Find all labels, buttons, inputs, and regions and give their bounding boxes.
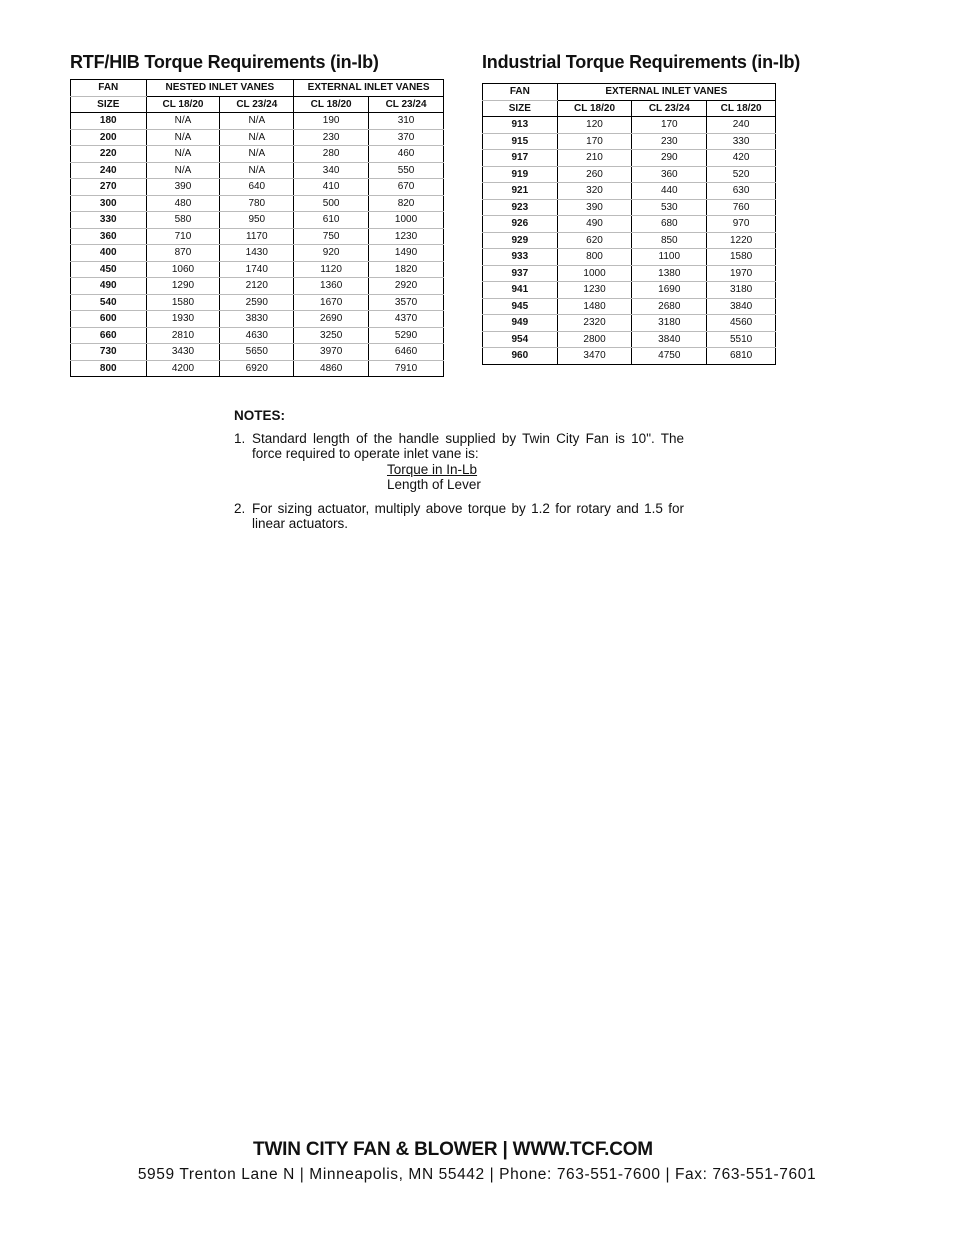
torque-cell: 1230 [369,228,444,245]
torque-cell: 280 [294,146,369,163]
torque-cell: 1430 [220,245,294,262]
table-row [483,117,776,134]
torque-cell: 3970 [294,344,369,361]
torque-cell: 520 [707,166,776,183]
fan-size-cell: 240 [71,162,147,179]
table-row [483,232,776,249]
torque-cell: 4860 [294,360,369,377]
column-header: CL 18/20 [294,96,369,113]
table-row [71,212,444,229]
torque-cell: 820 [369,195,444,212]
torque-cell: N/A [146,113,220,130]
torque-cell: 1000 [557,265,632,282]
fan-size-cell: 270 [71,179,147,196]
torque-cell: 1360 [294,278,369,295]
torque-cell: 1820 [369,261,444,278]
fan-size-cell: 800 [71,360,147,377]
torque-cell: N/A [146,129,220,146]
torque-cell: N/A [220,162,294,179]
fan-size-cell: 660 [71,327,147,344]
torque-cell: 1930 [146,311,220,328]
torque-cell: 1480 [557,298,632,315]
torque-cell: 320 [557,183,632,200]
fan-size-cell: 960 [483,348,558,365]
torque-cell: 390 [557,199,632,216]
torque-cell: 3250 [294,327,369,344]
torque-cell: 1380 [632,265,707,282]
torque-cell: 230 [632,133,707,150]
torque-cell: 480 [146,195,220,212]
note-text: For sizing actuator, multiply above torque by 1.2 for rotary and 1.5 for linear actuators. [252,500,684,531]
torque-cell: 670 [369,179,444,196]
table-row [71,360,444,377]
table-row [483,183,776,200]
torque-cell: 1740 [220,261,294,278]
table-row [483,315,776,332]
torque-cell: 2120 [220,278,294,295]
rtf-hib-torque-table [70,79,444,377]
table-row [71,327,444,344]
fan-size-cell: 954 [483,331,558,348]
torque-cell: 2320 [557,315,632,332]
note-number: 1. [234,430,246,446]
table-row [71,113,444,130]
torque-cell: 530 [632,199,707,216]
table-row [71,311,444,328]
torque-cell: 1060 [146,261,220,278]
torque-cell: 550 [369,162,444,179]
torque-cell: 5510 [707,331,776,348]
torque-cell: 420 [707,150,776,167]
fan-size-cell: 730 [71,344,147,361]
torque-cell: 210 [557,150,632,167]
torque-cell: 1690 [632,282,707,299]
table-row [483,216,776,233]
torque-cell: 6920 [220,360,294,377]
notes-section [234,408,684,539]
fan-size-cell: 600 [71,311,147,328]
torque-cell: 290 [632,150,707,167]
torque-cell: 310 [369,113,444,130]
industrial-table-body [483,117,776,365]
table-row [483,199,776,216]
torque-cell: 4630 [220,327,294,344]
torque-cell: 2690 [294,311,369,328]
fan-header: FAN [71,80,147,97]
table-row [71,228,444,245]
torque-cell: 610 [294,212,369,229]
rtf-hib-table-title: RTF/HIB Torque Requirements (in-lb) [70,52,379,72]
torque-cell: N/A [146,146,220,163]
column-header: CL 18/20 [146,96,220,113]
fan-size-cell: 941 [483,282,558,299]
torque-cell: 640 [220,179,294,196]
table-row [483,249,776,266]
note-1 [234,431,684,462]
torque-cell: 190 [294,113,369,130]
fan-size-cell: 933 [483,249,558,266]
column-header: CL 23/24 [220,96,294,113]
torque-cell: 230 [294,129,369,146]
size-header: SIZE [483,100,558,117]
torque-cell: 3430 [146,344,220,361]
fan-size-cell: 915 [483,133,558,150]
torque-cell: 780 [220,195,294,212]
torque-cell: 1000 [369,212,444,229]
rtf-hib-table-body [71,113,444,377]
table-row [71,162,444,179]
torque-cell: 750 [294,228,369,245]
table-row [71,245,444,262]
torque-cell: N/A [220,113,294,130]
note-text: Standard length of the handle supplied by Twin City Fan is 10". The force required to operate inlet vane is: [252,430,684,461]
fan-size-cell: 949 [483,315,558,332]
table-row [71,278,444,295]
fan-size-cell: 490 [71,278,147,295]
torque-cell: 1230 [557,282,632,299]
torque-cell: 360 [632,166,707,183]
column-header: CL 23/24 [369,96,444,113]
note-2 [234,501,684,532]
fan-size-cell: 929 [483,232,558,249]
industrial-torque-table [482,83,776,365]
torque-cell: 1490 [369,245,444,262]
torque-cell: 970 [707,216,776,233]
torque-cell: 6810 [707,348,776,365]
fan-size-cell: 926 [483,216,558,233]
fan-size-cell: 937 [483,265,558,282]
table-row [71,195,444,212]
column-header: CL 23/24 [632,100,707,117]
fan-size-cell: 540 [71,294,147,311]
formula-denominator: Length of Lever [387,477,481,492]
torque-cell: 330 [707,133,776,150]
fan-size-cell: 921 [483,183,558,200]
torque-cell: 500 [294,195,369,212]
torque-cell: 1580 [707,249,776,266]
torque-cell: 3570 [369,294,444,311]
torque-cell: 460 [369,146,444,163]
footer-company-text: TWIN CITY FAN & BLOWER | WWW.TCF.COM [253,1139,653,1160]
torque-cell: 920 [294,245,369,262]
torque-cell: 2680 [632,298,707,315]
nested-inlet-vanes-header: NESTED INLET VANES [146,80,294,97]
torque-cell: 710 [146,228,220,245]
table-row [71,294,444,311]
torque-cell: 950 [220,212,294,229]
torque-cell: 4750 [632,348,707,365]
fan-size-cell: 919 [483,166,558,183]
industrial-table-title: Industrial Torque Requirements (in-lb) [482,52,801,72]
fan-size-cell: 300 [71,195,147,212]
table-row [71,344,444,361]
torque-cell: 120 [557,117,632,134]
torque-cell: 850 [632,232,707,249]
torque-cell: 390 [146,179,220,196]
torque-cell: 3830 [220,311,294,328]
torque-cell: 3840 [632,331,707,348]
footer-company [0,1139,954,1161]
size-header: SIZE [71,96,147,113]
fan-size-cell: 923 [483,199,558,216]
torque-cell: 490 [557,216,632,233]
table-row [71,261,444,278]
torque-cell: N/A [220,129,294,146]
torque-cell: 4370 [369,311,444,328]
table-row [483,348,776,365]
fan-size-cell: 945 [483,298,558,315]
torque-cell: N/A [146,162,220,179]
torque-cell: 1670 [294,294,369,311]
torque-cell: 3470 [557,348,632,365]
torque-cell: 370 [369,129,444,146]
fan-size-cell: 180 [71,113,147,130]
fan-size-cell: 200 [71,129,147,146]
torque-cell: 440 [632,183,707,200]
fan-size-cell: 220 [71,146,147,163]
table-row [483,265,776,282]
fan-size-cell: 360 [71,228,147,245]
table-row [483,133,776,150]
external-inlet-vanes-header: EXTERNAL INLET VANES [294,80,444,97]
fan-size-cell: 330 [71,212,147,229]
torque-cell: 1170 [220,228,294,245]
table-row [71,129,444,146]
table-row [483,331,776,348]
torque-cell: 6460 [369,344,444,361]
column-header: CL 18/20 [707,100,776,117]
torque-cell: 1580 [146,294,220,311]
torque-cell: N/A [220,146,294,163]
fan-size-cell: 400 [71,245,147,262]
torque-cell: 1290 [146,278,220,295]
torque-cell: 5650 [220,344,294,361]
note-number: 2. [234,500,246,516]
torque-formula [387,462,507,493]
torque-cell: 3180 [632,315,707,332]
torque-cell: 800 [557,249,632,266]
table-row [483,150,776,167]
torque-cell: 1120 [294,261,369,278]
torque-cell: 410 [294,179,369,196]
torque-cell: 4200 [146,360,220,377]
fan-size-cell: 917 [483,150,558,167]
table-row [71,146,444,163]
torque-cell: 1970 [707,265,776,282]
torque-cell: 3840 [707,298,776,315]
torque-cell: 870 [146,245,220,262]
torque-cell: 5290 [369,327,444,344]
column-header: CL 18/20 [557,100,632,117]
torque-cell: 1220 [707,232,776,249]
torque-cell: 340 [294,162,369,179]
torque-cell: 2920 [369,278,444,295]
torque-cell: 2590 [220,294,294,311]
external-inlet-vanes-header: EXTERNAL INLET VANES [557,84,775,101]
torque-cell: 170 [557,133,632,150]
torque-cell: 4560 [707,315,776,332]
torque-cell: 2800 [557,331,632,348]
torque-cell: 2810 [146,327,220,344]
torque-cell: 240 [707,117,776,134]
torque-cell: 680 [632,216,707,233]
fan-size-cell: 913 [483,117,558,134]
torque-cell: 1100 [632,249,707,266]
notes-heading: NOTES: [234,408,286,423]
torque-cell: 620 [557,232,632,249]
torque-cell: 580 [146,212,220,229]
torque-cell: 170 [632,117,707,134]
torque-cell: 760 [707,199,776,216]
torque-cell: 260 [557,166,632,183]
torque-cell: 3180 [707,282,776,299]
table-row [483,166,776,183]
table-row [71,179,444,196]
fan-size-cell: 450 [71,261,147,278]
footer-address: 5959 Trenton Lane N | Minneapolis, MN 55442 | Phone: 763-551-7600 | Fax: 763-551-7601 [137,1166,817,1183]
table-row [483,298,776,315]
table-row [483,282,776,299]
torque-cell: 630 [707,183,776,200]
formula-numerator: Torque in In-Lb [387,461,478,477]
fan-header: FAN [483,84,558,101]
torque-cell: 7910 [369,360,444,377]
